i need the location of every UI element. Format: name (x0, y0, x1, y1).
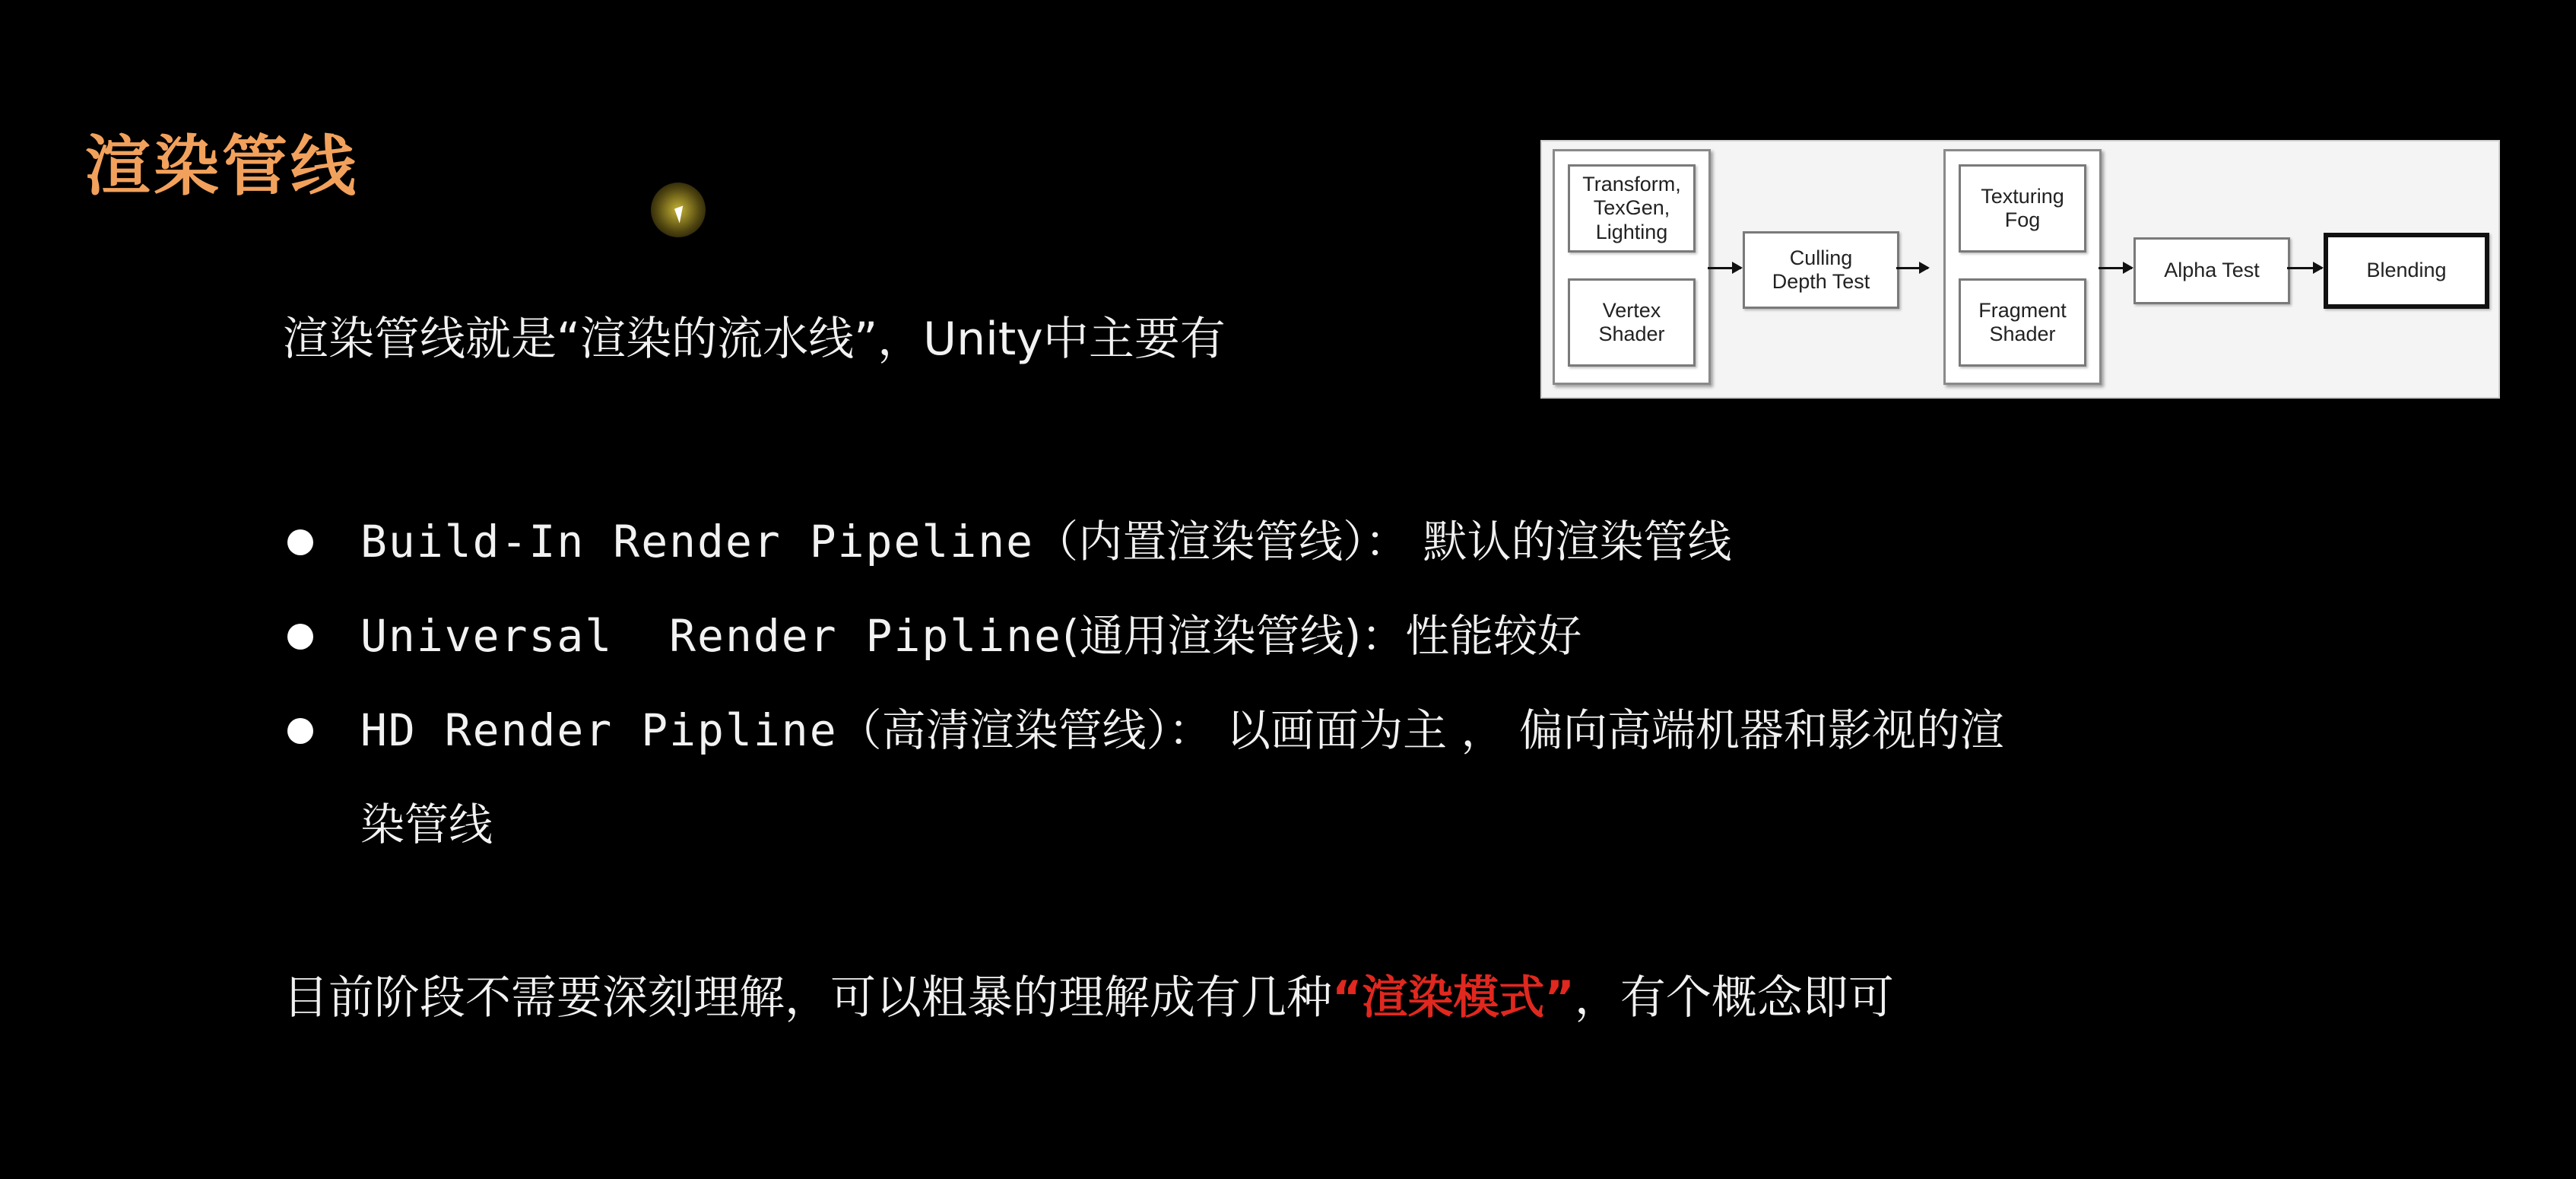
pipeline-name: Universal Render Pipline (360, 610, 1062, 662)
stage-culling: Culling Depth Test (1743, 231, 1899, 309)
summary-text (283, 971, 1894, 1025)
bullet-icon (287, 718, 313, 744)
stage-fragment-shader: Fragment Shader (1959, 278, 2086, 367)
bullet-icon (287, 529, 313, 555)
bullet-icon (287, 624, 313, 650)
summary-before: 目前阶段不需要深刻理解，可以粗暴的理解成有几种 (283, 971, 1332, 1025)
stage-transform: Transform, TexGen, Lighting (1568, 164, 1696, 253)
pipeline-list (283, 494, 2298, 872)
stage-texturing: Texturing Fog (1959, 164, 2086, 253)
arrow-3 (2099, 267, 2132, 269)
summary-highlight: “渲染模式” (1332, 971, 1575, 1025)
pipeline-description: （高清渲染管线）： 以画面为主 ， 偏向高端机器和影视的渲 (837, 704, 2004, 756)
pipeline-description: (通用渲染管线)：性能较好 (1061, 610, 1582, 662)
stage-blending: Blending (2324, 233, 2489, 309)
list-item (283, 494, 2298, 589)
arrow-2 (1896, 267, 1928, 269)
stage-vertex-shader: Vertex Shader (1568, 278, 1696, 367)
summary-after: ，有个概念即可 (1574, 971, 1894, 1025)
pipeline-name: Build-In Render Pipeline (360, 516, 1035, 567)
arrow-1 (1708, 267, 1741, 269)
pipeline-description: （内置渲染管线）： 默认的渲染管线 (1034, 516, 1732, 567)
pipeline-name: HD Render Pipline (360, 704, 838, 756)
intro-text: 渲染管线就是“渲染的流水线”，Unity中主要有 (283, 313, 1226, 366)
stage-alpha-test: Alpha Test (2133, 237, 2290, 304)
arrow-4 (2287, 267, 2322, 269)
slide-title: 渲染管线 (85, 129, 359, 205)
pipeline-description-continuation: 染管线 (360, 799, 493, 850)
list-item (283, 589, 2298, 683)
pipeline-diagram (1540, 140, 2500, 399)
list-item (283, 683, 2298, 872)
